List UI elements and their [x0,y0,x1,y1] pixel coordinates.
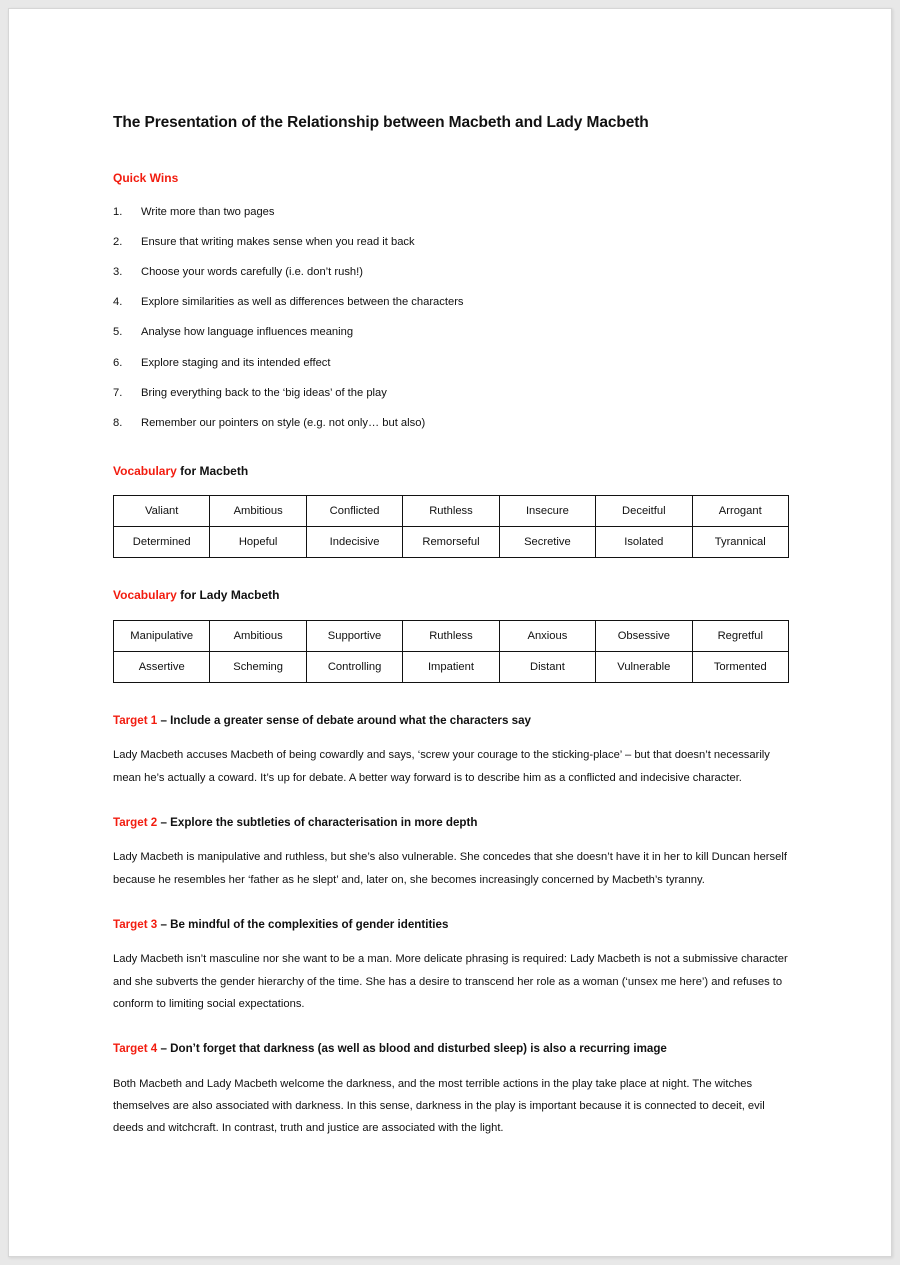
vocabulary-cell: Scheming [210,651,306,682]
vocabulary-cell: Insecure [499,496,595,527]
table-row [114,496,789,527]
target-block [113,815,789,891]
vocabulary-macbeth-table [113,495,789,558]
target-heading [113,917,789,933]
vocabulary-cell: Valiant [114,496,210,527]
quick-win-item: Explore staging and its intended effect [141,356,331,369]
vocabulary-lady-macbeth-table [113,620,789,683]
vocabulary-cell: Regretful [692,620,788,651]
vocabulary-cell: Ruthless [403,496,499,527]
quick-wins-heading: Quick Wins [113,171,179,186]
quick-win-item: Ensure that writing makes sense when you read it back [141,235,415,248]
vocabulary-cell: Ruthless [403,620,499,651]
vocabulary-cell: Controlling [306,651,402,682]
target-block [113,713,789,789]
vocabulary-cell: Assertive [114,651,210,682]
vocabulary-macbeth-heading-accent: Vocabulary [113,463,177,478]
table-row [114,651,789,682]
vocabulary-cell: Ambitious [210,496,306,527]
vocabulary-cell: Isolated [596,527,692,558]
target-block [113,1041,789,1139]
target-title: – Don’t forget that darkness (as well as blood and disturbed sleep) is also a recurring image [157,1041,667,1055]
vocabulary-cell: Secretive [499,527,595,558]
targets-section [113,713,789,1139]
vocabulary-cell: Arrogant [692,496,788,527]
vocabulary-cell: Impatient [403,651,499,682]
vocabulary-cell: Tyrannical [692,527,788,558]
vocabulary-lady-macbeth-heading-accent: Vocabulary [113,588,177,603]
quick-win-item: Write more than two pages [141,205,275,218]
target-body: Lady Macbeth is manipulative and ruthless, but she’s also vulnerable. She concedes that she doesn’t have it in her to kill Duncan herself because he resembles her ‘father as he slept’ and, later on, she becomes increasingly concerned by Macbeth’s tyranny. [113,851,787,886]
target-heading [113,1041,789,1057]
vocabulary-cell: Distant [499,651,595,682]
target-body: Lady Macbeth accuses Macbeth of being cowardly and says, ‘screw your courage to the sticking-place’ – but that doesn’t necessarily mean he’s actually a coward. It’s up for debate. A better way forward is to describe him as a conflicted and indecisive character. [113,749,770,784]
vocabulary-cell: Determined [114,527,210,558]
target-body: Both Macbeth and Lady Macbeth welcome the darkness, and the most terrible actions in the play take place at night. The witches themselves are also associated with darkness. In this sense, darkness in the play is important because it is connected to deceit, evil deeds and witchcraft. In contrast, truth and justice are associated with the light. [113,1077,765,1134]
table-row [114,527,789,558]
table-row [114,620,789,651]
target-body: Lady Macbeth isn’t masculine nor she want to be a man. More delicate phrasing is required: Lady Macbeth is not a submissive character and she subverts the gender hierarchy of the time. She has a desire to transcend her role as a woman (‘unsex me here’) and refuses to conform to limiting social expectations. [113,953,788,1010]
vocabulary-cell: Conflicted [306,496,402,527]
vocabulary-lady-macbeth-heading [113,588,789,604]
vocabulary-lady-macbeth-heading-rest: for Lady Macbeth [176,588,280,603]
target-title: – Be mindful of the complexities of gender identities [157,917,449,931]
quick-win-item: Explore similarities as well as differences between the characters [141,296,464,309]
target-label: Target 2 [113,815,158,829]
vocabulary-cell: Hopeful [210,527,306,558]
vocabulary-cell: Supportive [306,620,402,651]
vocabulary-cell: Obsessive [596,620,692,651]
quick-wins-list [113,205,789,432]
vocabulary-macbeth-heading-rest: for Macbeth [176,463,249,478]
target-label: Target 3 [113,917,158,931]
vocabulary-cell: Indecisive [306,527,402,558]
document-page [8,8,892,1257]
target-title: – Explore the subtleties of characterisation in more depth [157,815,478,829]
target-block [113,917,789,1015]
page-title: The Presentation of the Relationship between Macbeth and Lady Macbeth [113,114,649,131]
vocabulary-lady-macbeth-section [113,588,789,683]
quick-win-item: Remember our pointers on style (e.g. not only… but also) [141,416,426,429]
vocabulary-cell: Vulnerable [596,651,692,682]
target-heading [113,815,789,831]
target-label: Target 1 [113,713,158,727]
vocabulary-macbeth-section [113,464,789,559]
target-heading [113,713,789,729]
target-label: Target 4 [113,1041,158,1055]
vocabulary-cell: Tormented [692,651,788,682]
quick-wins-section [113,171,789,431]
quick-win-item: Choose your words carefully (i.e. don’t rush!) [141,266,363,279]
quick-win-item: Bring everything back to the ‘big ideas’ of the play [141,386,387,399]
vocabulary-cell: Anxious [499,620,595,651]
vocabulary-cell: Deceitful [596,496,692,527]
document-content [113,113,789,1165]
quick-win-item: Analyse how language influences meaning [141,326,354,339]
vocabulary-macbeth-heading [113,464,789,480]
vocabulary-cell: Remorseful [403,527,499,558]
vocabulary-cell: Manipulative [114,620,210,651]
vocabulary-cell: Ambitious [210,620,306,651]
target-title: – Include a greater sense of debate around what the characters say [157,713,531,727]
